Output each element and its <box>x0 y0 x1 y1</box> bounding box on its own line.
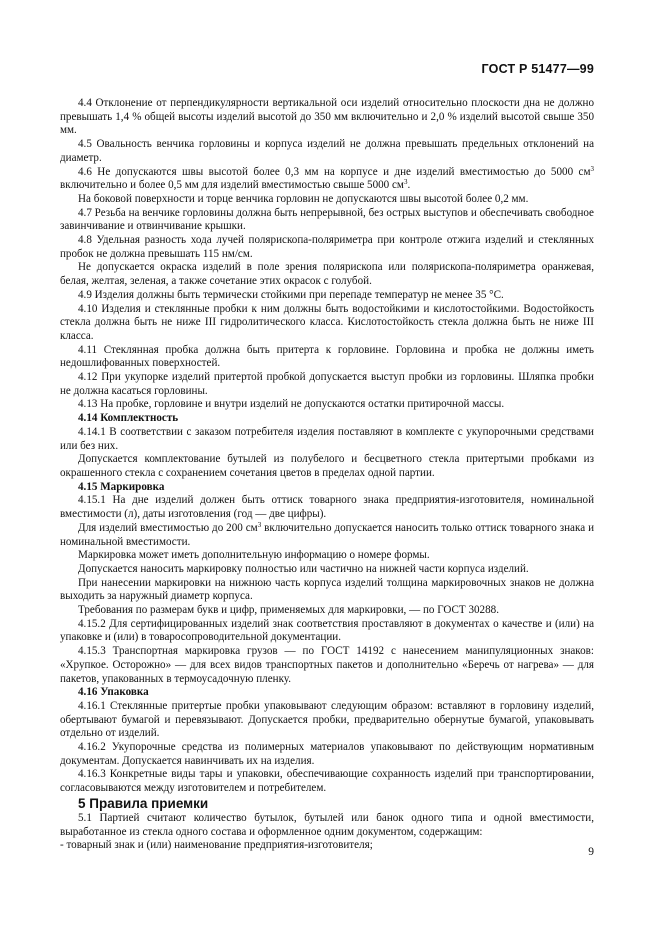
paragraph-4-14-1-extra: Допускается комплектование бутылей из полубелого и бесцветного стекла притертыми пробками из окрашенного стекла с сохранением сочетания цветов в пределах одной партии. <box>60 453 594 479</box>
paragraph-4-15-1-b <box>60 522 594 549</box>
section-5-title: 5 Правила приемки <box>78 795 209 811</box>
paragraph-4-8: 4.8 Удельная разность хода лучей полярископа-поляриметра при контроле отжига изделий и стеклянных пробок не должна превышать 115 нм/см. <box>60 234 594 260</box>
paragraph-4-15-1-b-part-a: Для изделий вместимостью до 200 см <box>78 521 258 534</box>
paragraph-4-15-2: 4.15.2 Для сертифицированных изделий знак соответствия проставляют в документах о качестве и (или) на упаковке и (или) в товаросопроводительной документации. <box>60 617 594 644</box>
paragraph-4-6-part-c: . <box>407 179 411 192</box>
paragraph-4-11: 4.11 Стеклянная пробка должна быть притерта к горловине. Горловина и пробка не должны иметь недошлифованных поверхностей. <box>60 343 594 370</box>
paragraph-4-6-part-a: 4.6 Не допускаются швы высотой более 0,3 мм на корпусе и дне изделий вместимостью до 5000 см <box>78 165 591 178</box>
subheading-4-14: 4.14 Комплектность <box>78 412 179 425</box>
superscript-cube: 3 <box>403 178 408 187</box>
page-number: 9 <box>588 846 594 858</box>
paragraph-4-6-extra: На боковой поверхности и торце венчика горловин не допускаются швы высотой более 0,2 мм. <box>78 192 529 205</box>
document-code-header: ГОСТ Р 51477—99 <box>481 62 594 76</box>
document-body <box>60 97 594 853</box>
paragraph-4-8-extra: Не допускается окраска изделий в поле зрения полярископа или полярископа-поляриметра оранжевая, белая, желтая, зеленая, а также сочетание этих окрасок с голубой. <box>60 261 594 288</box>
paragraph-4-15-1: 4.15.1 На дне изделий должен быть оттиск товарного знака предприятия-изготовителя, номинальной вместимости (л), даты изготовления (год — две цифры). <box>60 494 594 521</box>
paragraph-4-5: 4.5 Овальность венчика горловины и корпуса изделий не должна превышать предельных отклонений на диаметр. <box>60 138 594 164</box>
paragraph-4-15-1-f: Требования по размерам букв и цифр, применяемых для маркировки, — по ГОСТ 30288. <box>78 604 499 617</box>
paragraph-4-15-3: 4.15.3 Транспортная маркировка грузов — по ГОСТ 14192 с нанесением манипуляционных знаков: «Хрупкое. Осторожно» — для всех видов транспортных пакетов и дополнительно «Беречь от нагрева» — для пакетов, упакованных в термоусадочную пленку. <box>60 645 594 685</box>
paragraph-4-15-1-e: При нанесении маркировки на нижнюю часть корпуса изделий толщина маркировочных знаков не должна выходить за наружный диаметр корпуса. <box>60 576 594 603</box>
paragraph-4-6-part-b: включительно и более 0,5 мм для изделий вместимостью свыше 5000 см <box>60 179 404 192</box>
paragraph-4-16-3: 4.16.3 Конкретные виды тары и упаковки, обеспечивающие сохранность изделий при транспортировании, согласовываются между изготовителем и потребителем. <box>60 768 594 795</box>
superscript-cube: 3 <box>590 164 594 173</box>
paragraph-4-15-1-d: Допускается наносить маркировку полностью или частично на нижней части корпуса изделий. <box>78 562 529 575</box>
paragraph-4-7: 4.7 Резьба на венчике горловины должна быть непрерывной, без острых выступов и обеспечивать свободное завинчивание и отвинчивание крышки. <box>60 206 594 233</box>
paragraph-4-12: 4.12 При укупорке изделий притертой пробкой допускается выступ пробки из горловины. Шляпка пробки не должна касаться горловины. <box>60 371 594 397</box>
subheading-4-15: 4.15 Маркировка <box>78 480 165 493</box>
paragraph-4-16-2: 4.16.2 Укупорочные средства из полимерных материалов упаковывают по действующим нормативным документам. Допускается навинчивать их на изделия. <box>60 741 594 767</box>
paragraph-4-15-1-c: Маркировка может иметь дополнительную информацию о номере формы. <box>78 549 430 562</box>
paragraph-4-10: 4.10 Изделия и стеклянные пробки к ним должны быть водостойкими и кислотостойкими. Водостойкость стекла должна быть не ниже III гидролитического класса. Кислотостойкость стекла должна быть не ниже III класса. <box>60 302 594 342</box>
superscript-cube: 3 <box>257 520 262 529</box>
paragraph-4-15-1-b-part-b: включительно допускается наносить только оттиск товарного знака и номинальной вместимости. <box>60 521 595 548</box>
list-item: - товарный знак и (или) наименование предприятия-изготовителя; <box>60 839 373 852</box>
paragraph-4-4: 4.4 Отклонение от перпендикулярности вертикальной оси изделий относительно плоскости дна не должно превышать 1,4 % общей высоты изделий высотой до 350 мм включительно и 2,0 % изделий высотой свыше 350 мм. <box>60 97 594 137</box>
paragraph-5-1: 5.1 Партией считают количество бутылок, бутылей или банок одного типа и одной вместимости, выработанное из стекла одного состава и оформленное одним документом, содержащим: <box>60 811 594 838</box>
paragraph-4-16-1: 4.16.1 Стеклянные притертые пробки упаковывают следующим образом: вставляют в горловину изделий, обертывают бумагой и перевязывают. Допускается пробки, предварительно обернутые бумагой, упаковывать отдельно от изделий. <box>60 699 594 740</box>
paragraph-4-6 <box>60 166 594 193</box>
paragraph-4-13: 4.13 На пробке, горловине и внутри изделий не допускаются остатки притирочной массы. <box>78 398 505 411</box>
paragraph-4-14-1: 4.14.1 В соответствии с заказом потребителя изделия поставляют в комплекте с укупорочными средствами или без них. <box>60 425 594 452</box>
paragraph-4-9: 4.9 Изделия должны быть термически стойкими при перепаде температур не менее 35 °С. <box>78 288 504 301</box>
subheading-4-16: 4.16 Упаковка <box>78 686 149 699</box>
